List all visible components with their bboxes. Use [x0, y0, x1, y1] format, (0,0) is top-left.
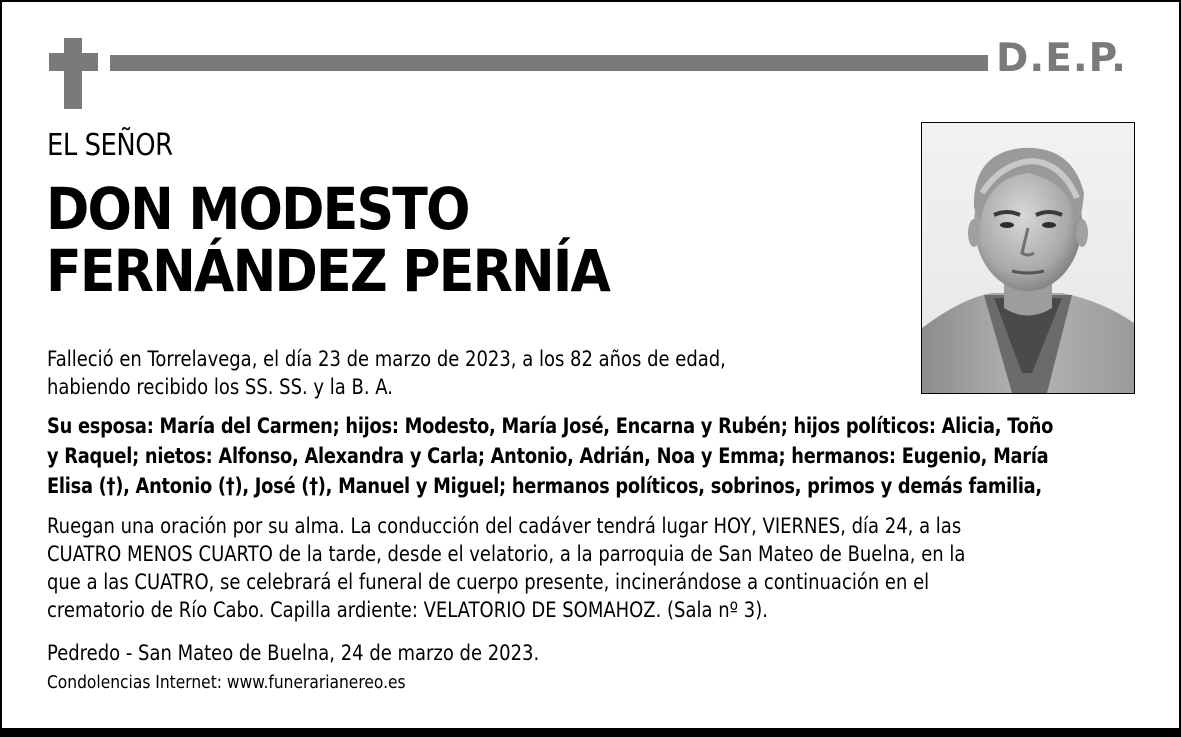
- place-date: Pedredo - San Mateo de Buelna, 24 de marzo de 2023.: [47, 641, 540, 665]
- death-notice: [47, 345, 726, 401]
- deceased-name: [46, 175, 610, 305]
- death-notice-line: habiendo recibido los SS. SS. y la B. A.: [47, 375, 393, 399]
- latin-cross-icon: [49, 38, 98, 109]
- portrait-photo: [921, 122, 1135, 394]
- family-line: Su esposa: María del Carmen; hijos: Modesto, María José, Encarna y Rubén; hijos políticos: Alicia, Toño: [47, 414, 1054, 438]
- ceremony-line: crematorio de Río Cabo. Capilla ardiente: VELATORIO DE SOMAHOZ. (Sala nº 3).: [47, 598, 768, 622]
- ceremony-notice: [47, 512, 965, 624]
- death-notice-line: Falleció en Torrelavega, el día 23 de marzo de 2023, a los 82 años de edad,: [47, 347, 726, 371]
- ceremony-line: que a las CUATRO, se celebrará el funeral de cuerpo presente, incinerándose a continuación en el: [47, 570, 930, 594]
- header-rule: [110, 55, 988, 71]
- deceased-name-line-2: FERNÁNDEZ PERNÍA: [46, 237, 610, 305]
- honorific-title: EL SEÑOR: [47, 128, 173, 163]
- deceased-name-line-1: DON MODESTO: [46, 175, 469, 243]
- condolences-line: Condolencias Internet: www.funerarianereo.es: [47, 672, 406, 693]
- family-line: Elisa (†), Antonio (†), José (†), Manuel y Miguel; hermanos políticos, sobrinos, primos y demás familia,: [47, 474, 1042, 498]
- ceremony-line: Ruegan una oración por su alma. La conducción del cadáver tendrá lugar HOY, VIERNES, día 24, a las: [47, 514, 962, 538]
- ceremony-line: CUATRO MENOS CUARTO de la tarde, desde el velatorio, a la parroquia de San Mateo de Buelna, en la: [47, 542, 966, 566]
- family-list: [47, 411, 1053, 501]
- dep-label: D.E.P.: [996, 36, 1127, 81]
- family-line: y Raquel; nietos: Alfonso, Alexandra y Carla; Antonio, Adrián, Noa y Emma; hermanos: Eugenio, María: [47, 444, 1049, 468]
